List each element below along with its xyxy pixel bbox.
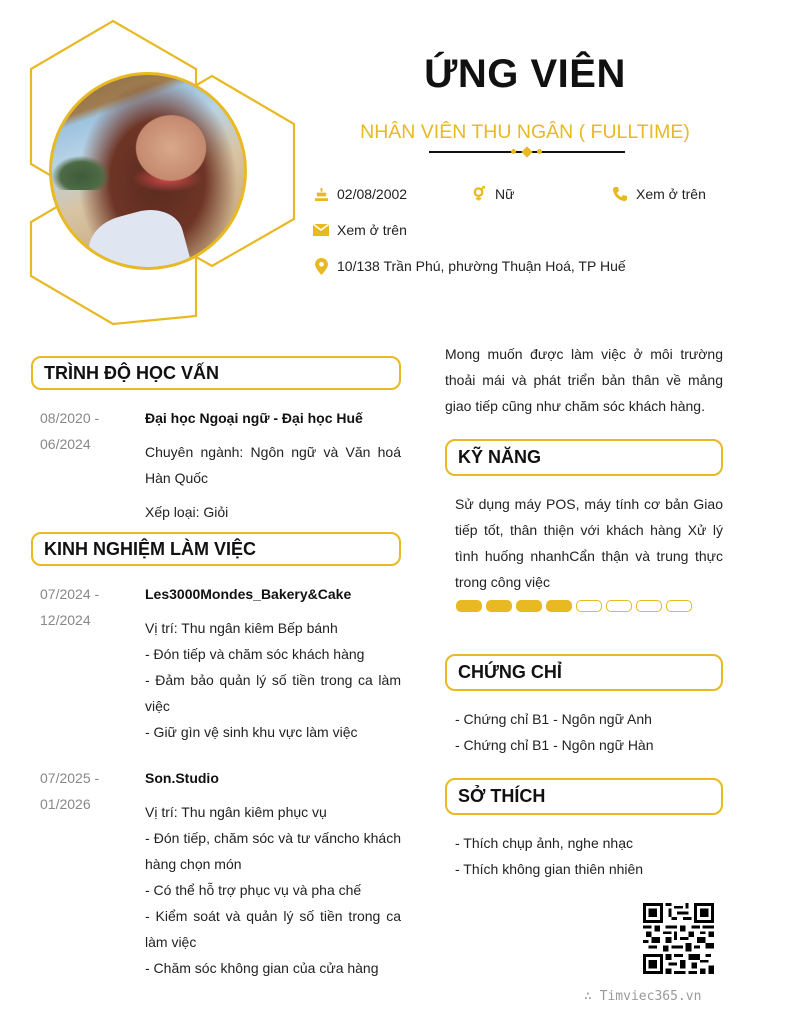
candidate-name: ỨNG VIÊN [424,52,626,96]
gender-icon [471,186,487,202]
experience-line: - Giữ gìn vệ sinh khu vực làm việc [145,724,358,740]
experience-line: - Chăm sóc không gian của cửa hàng [145,960,379,976]
avatar [49,72,247,270]
education-date: 08/2020 - 06/2024 [40,410,100,452]
education-item [145,405,401,525]
info-email [313,222,407,238]
skills-text: Sử dụng máy POS, máy tính cơ bản Giao tiếp tốt, thân thiện với khách hàng Xử lý tình huống nhanhCẩn thận và trung thực trong công việc [455,496,723,590]
experience-item [145,765,401,981]
skill-segment-filled [486,600,512,612]
skill-segment-empty [576,600,602,612]
hobbies-section-title: SỞ THÍCH [445,778,723,815]
career-objective: Mong muốn được làm việc ở môi trường thoải mái và phát triển bản thân về mảng giao tiếp cũng như chăm sóc khách hàng. [445,346,723,414]
company-name: Les3000Mondes_Bakery&Cake [145,586,352,602]
experience-line: - Kiểm soát và quản lý số tiền trong ca làm việc [145,908,401,950]
school-name: Đại học Ngoại ngữ - Đại học Huế [145,410,363,426]
education-section-title: TRÌNH ĐỘ HỌC VẤN [31,356,401,390]
email-icon [313,222,329,238]
job-title: NHÂN VIÊN THU NGÂN ( FULLTIME) [360,121,690,143]
company-name: Son.Studio [145,770,219,786]
info-birthday [313,186,407,202]
certificate-item: - Chứng chỉ B1 - Ngôn ngữ Anh [455,711,652,727]
info-gender [471,186,514,202]
experience-line: - Đón tiếp, chăm sóc và tư vấncho khách hàng chọn món [145,830,401,872]
info-address [313,258,626,274]
skill-segment-empty [606,600,632,612]
title-divider [429,146,625,158]
phone-icon [612,186,628,202]
skills-section-title: KỸ NĂNG [445,439,723,476]
info-phone [612,186,706,202]
skill-segment-filled [456,600,482,612]
skill-segment-filled [546,600,572,612]
birthday-cake-icon [313,186,329,202]
education-grade: Xếp loại: Giỏi [145,504,229,520]
skill-segment-filled [516,600,542,612]
skill-segment-empty [666,600,692,612]
experience-section-title: KINH NGHIỆM LÀM VIỆC [31,532,401,566]
hobbies-list [455,830,723,882]
experience-line: Vị trí: Thu ngân kiêm Bếp bánh [145,620,338,636]
qr-code [643,903,714,974]
skill-level-bar [456,600,692,612]
skill-segment-empty [636,600,662,612]
photo-background [52,156,110,191]
photo-detail [83,202,195,270]
certificates-list [455,706,723,758]
experience-line: - Đảm bảo quản lý số tiền trong ca làm việc [145,672,401,714]
experience-line: - Đón tiếp và chăm sóc khách hàng [145,646,365,662]
experience-date: 07/2025 - 01/2026 [40,770,100,812]
education-major: Chuyên ngành: Ngôn ngữ và Văn hoá Hàn Quốc [145,444,401,486]
certificate-item: - Chứng chỉ B1 - Ngôn ngữ Hàn [455,737,654,753]
location-pin-icon [313,258,329,274]
certificates-section-title: CHỨNG CHỈ [445,654,723,691]
gender-value: Nữ [495,186,515,202]
experience-line: Vị trí: Thu ngân kiêm phục vụ [145,804,327,820]
birthday-value: 02/08/2002 [337,186,408,202]
experience-line: - Có thể hỗ trợ phục vụ và pha chế [145,882,362,898]
experience-item [145,581,401,745]
experience-date: 07/2024 - 12/2024 [40,586,100,628]
email-value: Xem ở trên [337,222,407,238]
brand-watermark: ∴ Timviec365.vn [584,989,702,1004]
address-value: 10/138 Trần Phú, phường Thuận Hoá, TP Huế [337,258,626,274]
hobby-item: - Thích chụp ảnh, nghe nhạc [455,835,633,851]
hobby-item: - Thích không gian thiên nhiên [455,861,644,877]
phone-value: Xem ở trên [636,186,706,202]
